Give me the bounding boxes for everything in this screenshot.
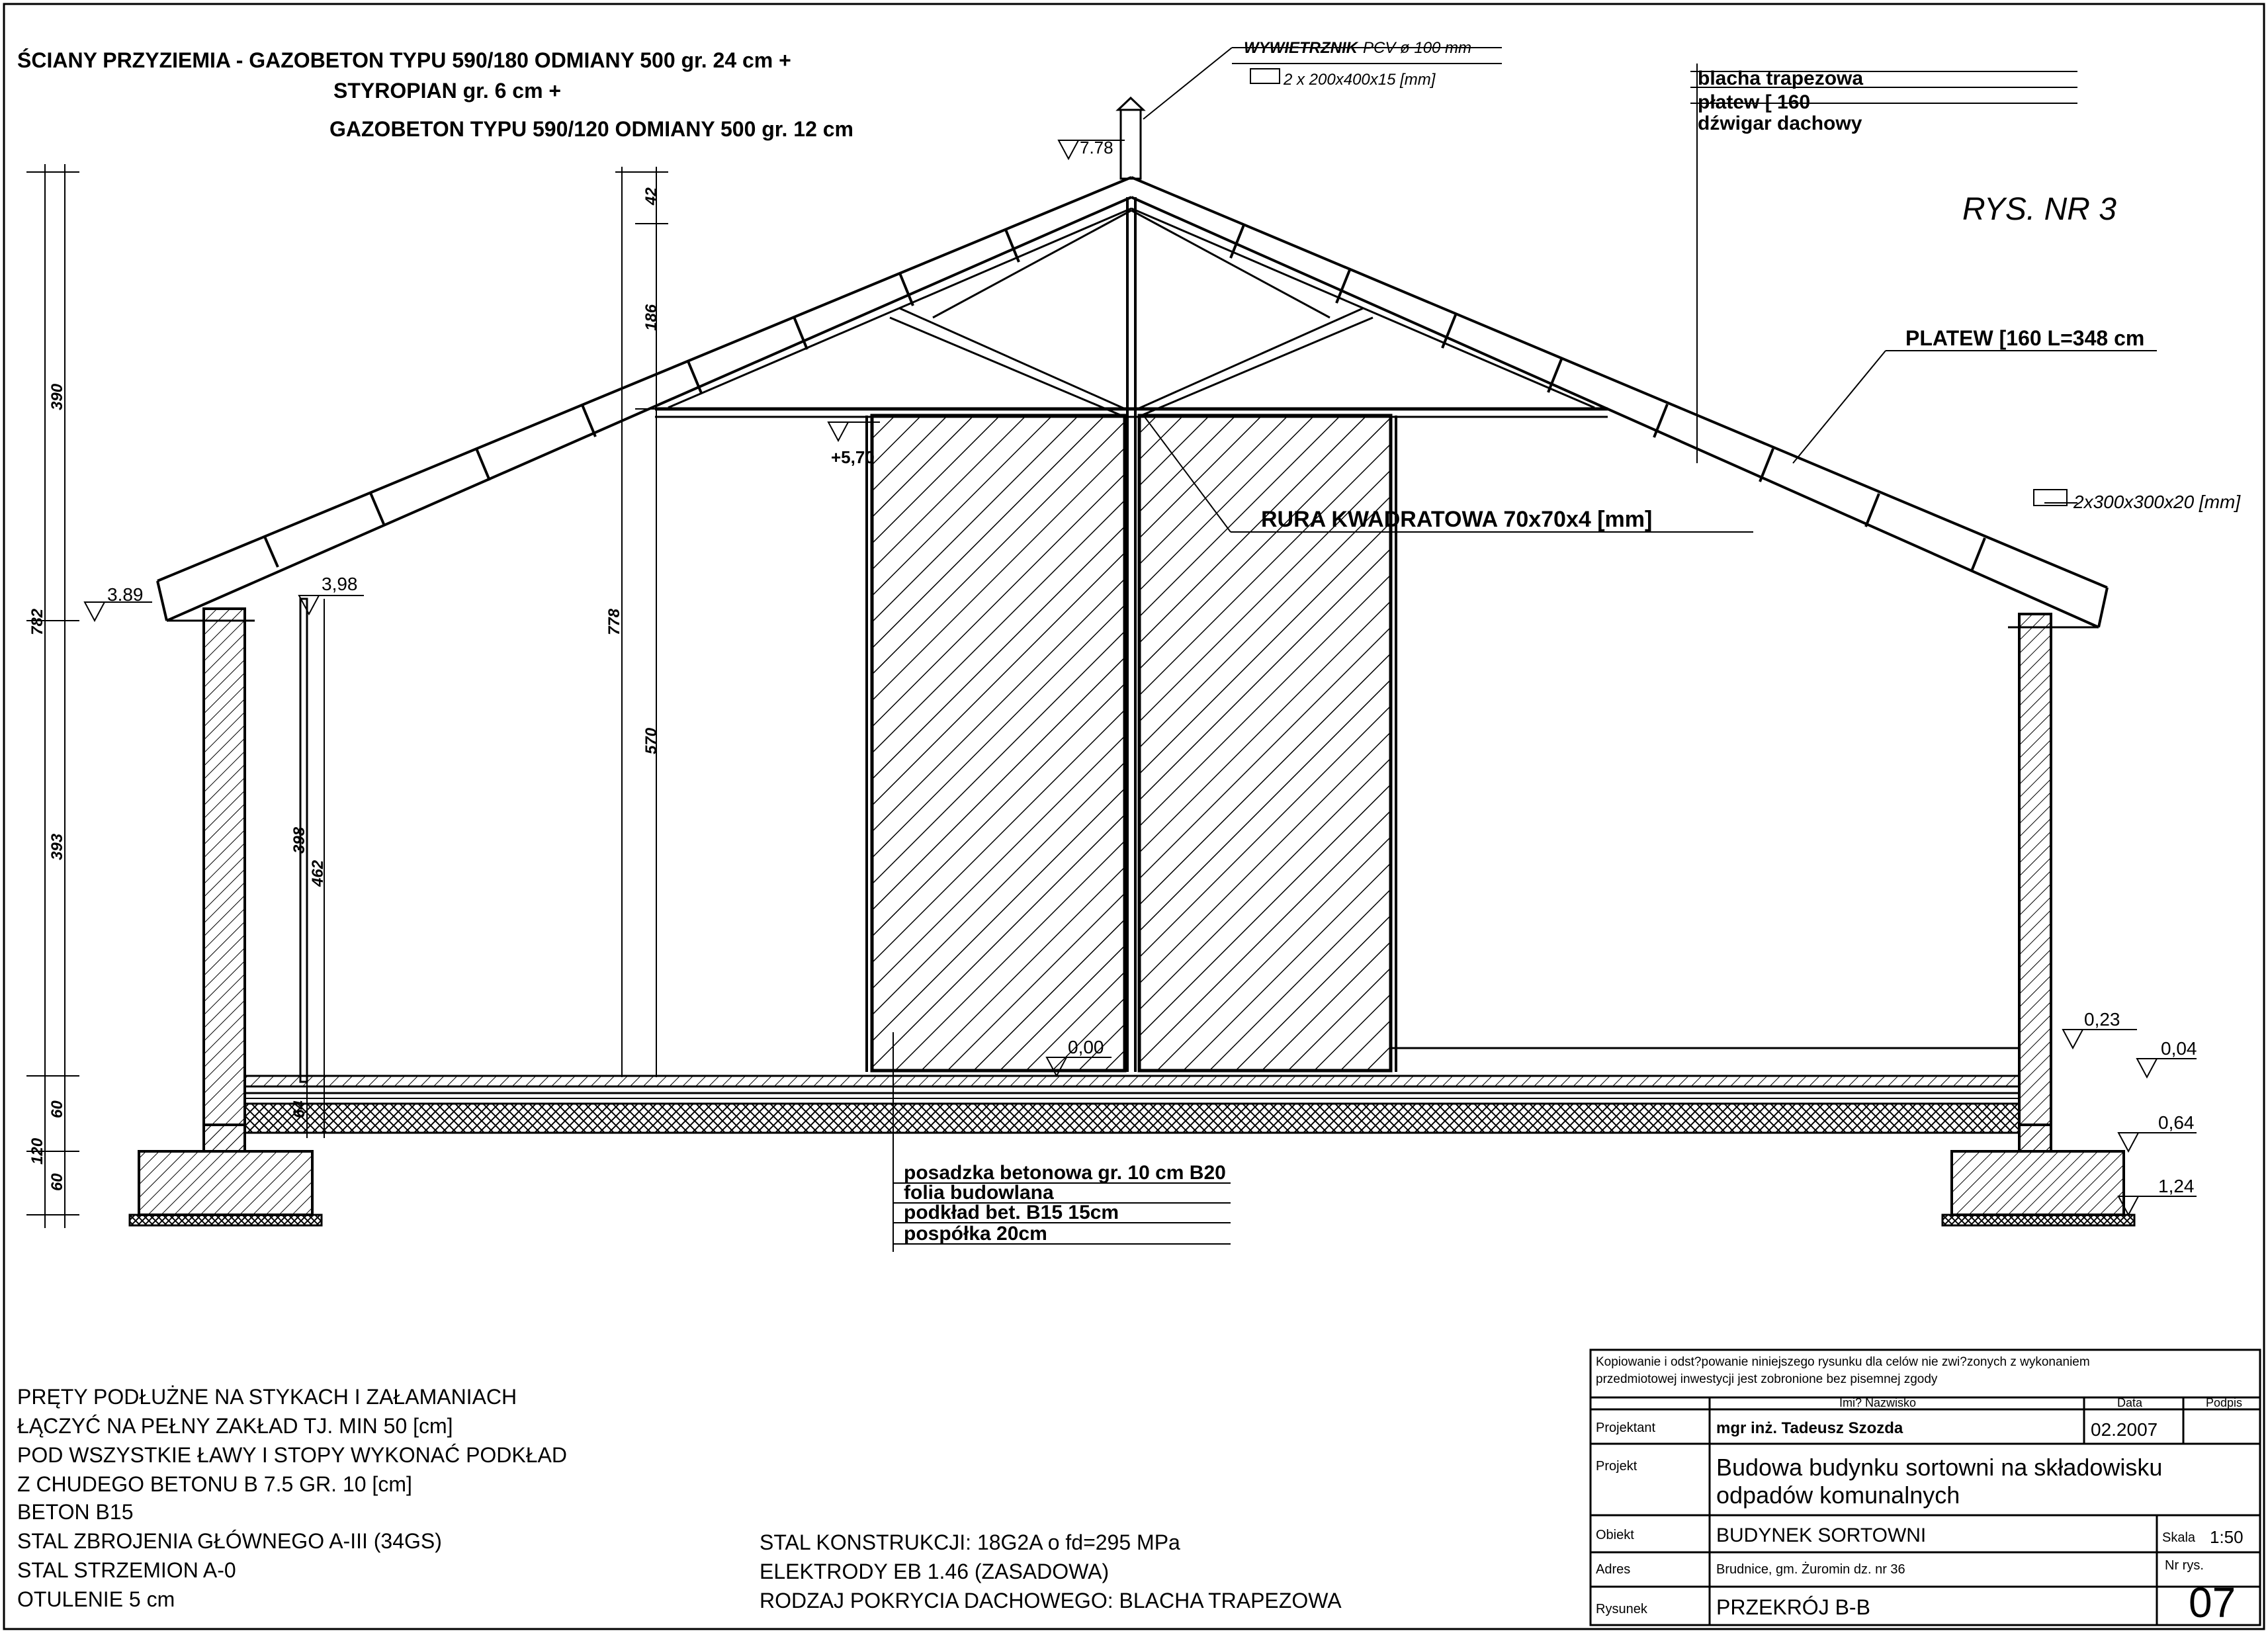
roof-truss	[157, 177, 2107, 1072]
dim-col-64: 64	[290, 1100, 308, 1118]
level-tie-beam: +5,70	[831, 447, 875, 467]
copyright-line2: przedmiotowej inwestycji jest zobronione bez pisemnej zgody	[1596, 1372, 1938, 1386]
note-mid-1: STAL KONSTRUKCJI: 18G2A o fd=295 MPa	[760, 1530, 1180, 1554]
floor-layer-concrete: posadzka betonowa gr. 10 cm B20	[904, 1162, 1226, 1184]
object-value: BUDYNEK SORTOWNI	[1716, 1524, 1927, 1546]
scale-label: Skala	[2162, 1530, 2196, 1545]
dim-center-186: 186	[642, 304, 660, 331]
object-label: Obiekt	[1596, 1528, 1634, 1542]
address-value: Brudnice, gm. Żuromin dz. nr 36	[1716, 1562, 1905, 1577]
note-left-5: BETON B15	[17, 1500, 134, 1524]
note-left-6: STAL ZBROJENIA GŁÓWNEGO A-III (34GS)	[17, 1529, 442, 1553]
level-left-eave: 3.89	[107, 584, 144, 605]
level-right-004: 0,04	[2161, 1038, 2197, 1059]
dim-left-roof: 390	[48, 383, 66, 410]
note-left-3: POD WSZYSTKIE ŁAWY I STOPY WYKONAĆ PODKŁAD	[17, 1443, 567, 1467]
note-left-8: OTULENIE 5 cm	[17, 1587, 175, 1611]
general-notes-middle	[760, 1530, 1342, 1612]
floor-layer-base: podkład bet. B15 15cm	[904, 1202, 1119, 1223]
dim-center-570: 570	[642, 727, 660, 754]
scale-value: 1:50	[2210, 1527, 2244, 1547]
purlin-label: płatew [ 160	[1698, 91, 1811, 113]
designer-date: 02.2007	[2091, 1419, 2158, 1440]
walls-spec-line3: GAZOBETON TYPU 590/120 ODMIANY 500 gr. 12 cm	[329, 117, 853, 141]
dim-left-60b: 60	[48, 1173, 66, 1191]
note-left-2: ŁĄCZYĆ NA PEŁNY ZAKŁAD TJ. MIN 50 [cm]	[17, 1414, 453, 1438]
left-wall	[204, 599, 307, 1151]
dim-left-120: 120	[28, 1137, 46, 1165]
roof-sheet-label: blacha trapezowa	[1698, 67, 1864, 89]
base-plate-label: 2x300x300x20 [mm]	[2073, 492, 2241, 512]
floor-layer-foil: folia budowlana	[904, 1182, 1054, 1204]
square-tube-label: RURA KWADRATOWA 70x70x4 [mm]	[1261, 507, 1653, 532]
level-right-124: 1,24	[2158, 1176, 2195, 1196]
walls-spec-line2: STYROPIAN gr. 6 cm +	[333, 79, 562, 103]
purlin-length-label: PLATEW [160 L=348 cm	[1905, 326, 2145, 350]
floor-layer-fill: pospółka 20cm	[904, 1223, 1047, 1245]
level-left-eave2: 3,98	[322, 574, 358, 594]
drawing-value: PRZEKRÓJ B-B	[1716, 1595, 1870, 1619]
drawing-number: 07	[2189, 1579, 2236, 1626]
dim-col-462: 462	[309, 860, 327, 887]
level-ridge: 7.78	[1080, 138, 1113, 157]
copyright-line1: Kopiowanie i odst?powanie niniejszego rysunku dla celów nie zwi?zonych z wykonaniem	[1596, 1355, 2090, 1369]
drawing-label: Rysunek	[1596, 1602, 1647, 1616]
title-block	[1591, 1350, 2260, 1626]
note-mid-2: ELEKTRODY EB 1.46 (ZASADOWA)	[760, 1560, 1110, 1583]
level-right-023: 0,23	[2084, 1009, 2120, 1030]
level-right-064: 0,64	[2158, 1112, 2195, 1133]
floor-slab	[245, 1076, 2019, 1133]
right-wall	[2019, 614, 2051, 1151]
dim-col-398: 398	[290, 826, 308, 854]
general-notes-left	[17, 1385, 567, 1611]
note-left-4: Z CHUDEGO BETONU B 7.5 GR. 10 [cm]	[17, 1472, 412, 1496]
col-date-header: Data	[2117, 1396, 2143, 1409]
project-line1: Budowa budynku sortowni na składowisku	[1716, 1454, 2163, 1481]
dim-left-60a: 60	[48, 1100, 66, 1118]
col-sign-header: Podpis	[2206, 1396, 2243, 1409]
dim-center-42: 42	[642, 187, 660, 205]
walls-spec-line1: ŚCIANY PRZYZIEMIA - GAZOBETON TYPU 590/180 ODMIANY 500 gr. 24 cm +	[17, 48, 791, 72]
dim-left-total: 782	[28, 608, 46, 635]
dim-center-778: 778	[605, 608, 623, 635]
note-mid-3: RODZAJ POKRYCIA DACHOWEGO: BLACHA TRAPEZOWA	[760, 1589, 1342, 1612]
col-name-header: Imi? Nazwisko	[1839, 1396, 1917, 1409]
level-floor: 0,00	[1068, 1037, 1104, 1057]
project-label: Projekt	[1596, 1459, 1637, 1474]
dimension-lines	[26, 164, 668, 1228]
designer-label: Projektant	[1596, 1421, 1656, 1435]
designer-name: mgr inż. Tadeusz Szozda	[1716, 1419, 1903, 1437]
project-line2: odpadów komunalnych	[1716, 1481, 1960, 1509]
address-label: Adres	[1596, 1562, 1631, 1577]
drawing-no-label: Nr rys.	[2165, 1558, 2204, 1573]
vent-plate: 2 x 200x400x15 [mm]	[1284, 71, 1436, 89]
ventilator	[1118, 98, 1143, 179]
vent-spec: PCV ø 100 mm	[1363, 39, 1472, 57]
vent-label: WYWIETRZNIK	[1244, 39, 1358, 57]
figure-number: RYS. NR 3	[1962, 192, 2116, 227]
dim-left-wall: 393	[48, 833, 66, 860]
note-left-1: PRĘTY PODŁUŻNE NA STYKACH I ZAŁAMANIACH	[17, 1385, 517, 1409]
truss-label: dźwigar dachowy	[1698, 112, 1862, 134]
note-left-7: STAL STRZEMION A-0	[17, 1558, 236, 1582]
